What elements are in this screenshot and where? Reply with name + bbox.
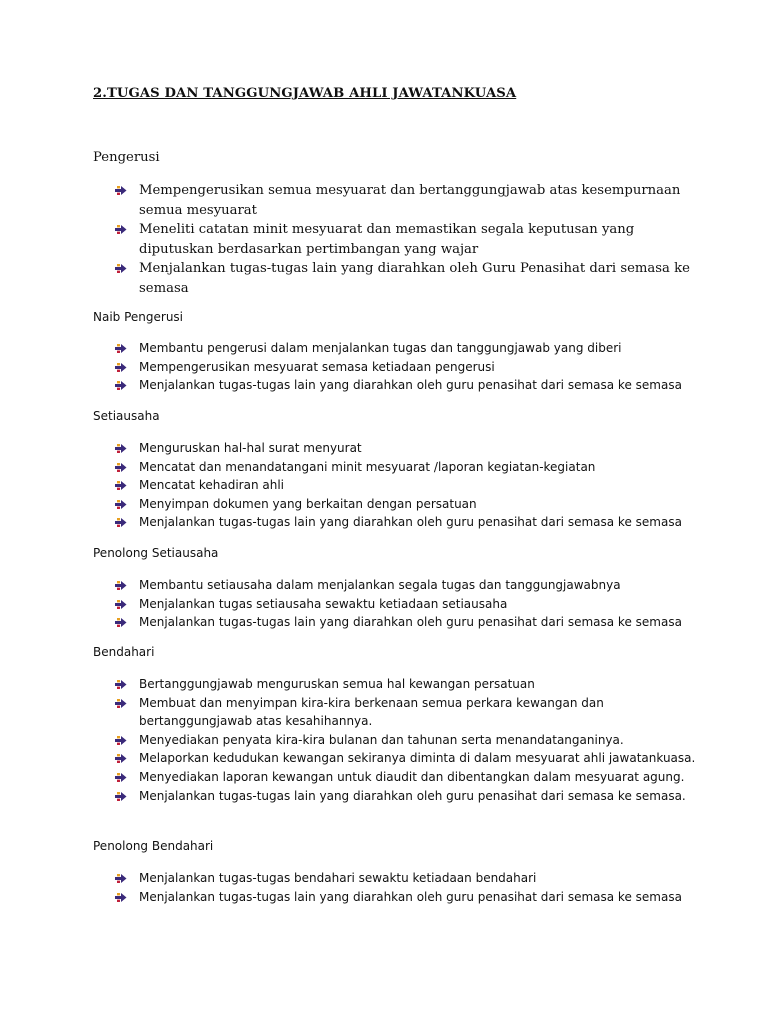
arrow-bullet-icon (115, 753, 127, 764)
list-item (0, 259, 700, 298)
list-item-text: Membantu setiausaha dalam menjalankan segala tugas dan tanggungjawabnya (139, 578, 621, 592)
list-item-text: Meneliti catatan minit mesyuarat dan memastikan segala keputusan yang diputuskan berdasarkan pertimbangan yang wajar (139, 222, 635, 257)
list-item (0, 181, 700, 220)
list-item (0, 869, 700, 888)
arrow-bullet-icon (115, 698, 127, 709)
list-item (0, 768, 700, 787)
list-item-text: Mempengerusikan mesyuarat semasa ketiadaan pengerusi (139, 359, 495, 374)
arrow-bullet-icon (115, 499, 127, 510)
document-title: 2.TUGAS DAN TANGGUNGJAWAB AHLI JAWATANKUASA (93, 86, 517, 101)
list-item (0, 376, 700, 395)
list-item (0, 576, 700, 595)
list-item-text: Menyimpan dokumen yang berkaitan dengan persatuan (139, 496, 477, 511)
arrow-bullet-icon (115, 679, 127, 690)
list-item (0, 749, 700, 768)
arrow-bullet-icon (115, 791, 127, 802)
section-heading: Penolong Setiausaha (93, 546, 219, 560)
list-item (0, 220, 700, 259)
list-item-text: Menjalankan tugas setiausaha sewaktu ketiadaan setiausaha (139, 596, 508, 611)
list-item (0, 613, 700, 632)
section-heading: Bendahari (93, 645, 155, 659)
list-item (0, 888, 700, 907)
arrow-bullet-icon (115, 517, 127, 528)
duty-list (0, 339, 768, 395)
duty-list (0, 869, 768, 906)
list-item (0, 495, 700, 514)
arrow-bullet-icon (115, 873, 127, 884)
list-item-text: Menjalankan tugas-tugas lain yang diarahkan oleh guru penasihat dari semasa ke semasa (139, 615, 682, 630)
list-item (0, 513, 700, 532)
arrow-bullet-icon (115, 480, 127, 491)
arrow-bullet-icon (115, 380, 127, 391)
list-item-text: Bertanggungjawab menguruskan semua hal kewangan persatuan (139, 677, 535, 691)
duty-list (0, 439, 768, 532)
section-heading: Pengerusi (93, 150, 160, 165)
arrow-bullet-icon (115, 263, 127, 274)
list-item (0, 731, 700, 750)
list-item (0, 694, 700, 731)
arrow-bullet-icon (115, 599, 127, 610)
list-item (0, 339, 700, 358)
section-heading: Naib Pengerusi (93, 310, 184, 324)
arrow-bullet-icon (115, 224, 127, 235)
list-item-text: Mencatat dan menandatangani minit mesyuarat /laporan kegiatan-kegiatan (139, 459, 596, 474)
list-item-text: Menyediakan penyata kira-kira bulanan dan tahunan serta menandatanganinya. (139, 732, 624, 747)
arrow-bullet-icon (115, 892, 127, 903)
list-item-text: Menguruskan hal-hal surat menyurat (139, 441, 362, 455)
list-item-text: Mencatat kehadiran ahli (139, 478, 285, 493)
list-item (0, 675, 700, 694)
list-item-text: Melaporkan kedudukan kewangan sekiranya diminta di dalam mesyuarat ahli jawatankuasa. (139, 751, 696, 766)
section-heading: Penolong Bendahari (93, 839, 214, 853)
list-item-text: Menjalankan tugas-tugas bendahari sewaktu ketiadaan bendahari (139, 871, 537, 885)
arrow-bullet-icon (115, 362, 127, 373)
list-item-text: Menjalankan tugas-tugas lain yang diarahkan oleh guru penasihat dari semasa ke semasa (139, 515, 682, 530)
section-heading: Setiausaha (93, 409, 160, 423)
list-item-text: Membantu pengerusi dalam menjalankan tugas dan tanggungjawab yang diberi (139, 341, 622, 355)
list-item-text: Mempengerusikan semua mesyuarat dan bertanggungjawab atas kesempurnaan semua mesyuarat (139, 183, 681, 218)
duty-list (0, 576, 768, 632)
list-item-text: Menjalankan tugas-tugas lain yang diarahkan oleh guru penasihat dari semasa ke semasa (139, 378, 682, 393)
arrow-bullet-icon (115, 343, 127, 354)
list-item-text: Menyediakan laporan kewangan untuk diaudit dan dibentangkan dalam mesyuarat agung. (139, 769, 685, 784)
arrow-bullet-icon (115, 580, 127, 591)
arrow-bullet-icon (115, 772, 127, 783)
arrow-bullet-icon (115, 443, 127, 454)
list-item-text: Membuat dan menyimpan kira-kira berkenaan semua perkara kewangan dan bertanggungjawab atas kesahihannya. (139, 695, 604, 729)
list-item-text: Menjalankan tugas-tugas lain yang diarahkan oleh Guru Penasihat dari semasa ke semasa (139, 261, 690, 296)
list-item (0, 439, 700, 458)
arrow-bullet-icon (115, 617, 127, 628)
list-item (0, 458, 700, 477)
list-item (0, 595, 700, 614)
duty-list (0, 675, 768, 805)
arrow-bullet-icon (115, 185, 127, 196)
list-item-text: Menjalankan tugas-tugas lain yang diarahkan oleh guru penasihat dari semasa ke semasa. (139, 788, 686, 803)
list-item (0, 787, 700, 806)
arrow-bullet-icon (115, 462, 127, 473)
list-item-text: Menjalankan tugas-tugas lain yang diarahkan oleh guru penasihat dari semasa ke semasa (139, 889, 682, 904)
list-item (0, 358, 700, 377)
duty-list (0, 181, 768, 298)
list-item (0, 476, 700, 495)
arrow-bullet-icon (115, 735, 127, 746)
